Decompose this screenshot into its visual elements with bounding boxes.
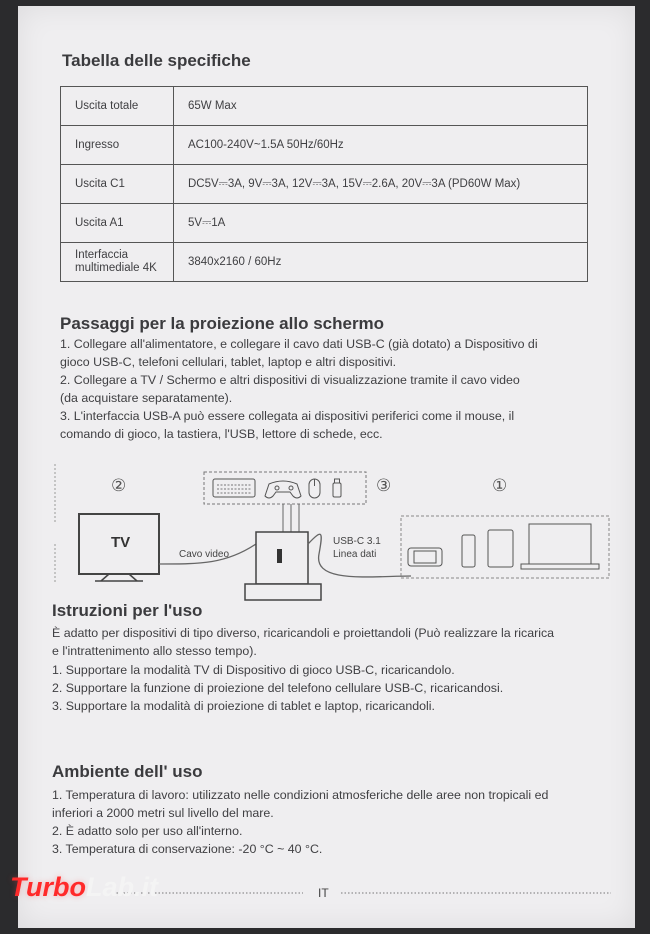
table-row [61, 126, 588, 165]
keyboard-icon [213, 479, 255, 497]
table-row [61, 243, 588, 282]
tv-label: TV [111, 534, 131, 551]
spec-value: AC100-240V~1.5A 50Hz/60Hz [174, 126, 588, 165]
spec-label: Uscita C1 [61, 165, 174, 204]
footer-lang: IT [318, 886, 329, 900]
table-row [61, 204, 588, 243]
spec-table [60, 86, 588, 282]
table-row [61, 165, 588, 204]
turbolab-watermark-logo: TurboLab.it [10, 872, 158, 902]
environment-line: 2. È adatto solo per uso all'interno. [52, 824, 243, 838]
game-console-icon [408, 548, 442, 566]
footer [113, 885, 613, 901]
projection-line: comando di gioco, la tastiera, l'USB, lettore di schede, ecc. [60, 427, 383, 441]
laptop-icon [521, 524, 599, 569]
environment-title: Ambiente dell' uso [52, 762, 203, 781]
usage-line: 2. Supportare la funzione di proiezione del telefono cellulare USB-C, ricaricandosi. [52, 681, 504, 695]
environment-line: 1. Temperatura di lavoro: utilizzato nelle condizioni atmosferiche delle aree non tropicali ed [52, 788, 549, 802]
projection-line: (da acquistare separatamente). [60, 391, 233, 405]
video-cable-label: Cavo video [179, 549, 230, 560]
gamepad-icon [265, 481, 301, 498]
projection-line: gioco USB-C, telefoni cellulari, tablet, laptop e altri dispositivi. [60, 355, 397, 369]
table-row [61, 87, 588, 126]
spec-label: Interfaccia multimediale 4K [61, 243, 174, 282]
spec-value: DC5V⎓3A, 9V⎓3A, 12V⎓3A, 15V⎓2.6A, 20V⎓3A (PD60W Max) [174, 165, 588, 204]
projection-title: Passaggi per la proiezione allo schermo [60, 314, 385, 333]
spec-value: 5V⎓1A [174, 204, 588, 243]
usbc-label: Linea dati [333, 549, 377, 560]
usage-line: È adatto per dispositivi di tipo diverso, ricaricandoli e proiettandoli (Può realizzare la ricarica [52, 626, 555, 640]
environment-line: inferiori a 2000 metri sul livello del mare. [52, 806, 274, 820]
peripherals-box [204, 472, 366, 504]
mouse-icon [309, 479, 320, 498]
hub-adapter-icon [245, 504, 321, 600]
usb-stick-icon [333, 479, 341, 497]
spec-label: Ingresso [61, 126, 174, 165]
spec-value: 3840x2160 / 60Hz [174, 243, 588, 282]
usage-title: Istruzioni per l'uso [52, 601, 203, 620]
projection-line: 2. Collegare a TV / Schermo e altri dispositivi di visualizzazione tramite il cavo video [60, 373, 520, 387]
usage-line: e l'intrattenimento allo stesso tempo). [52, 644, 257, 658]
projection-line: 1. Collegare all'alimentatore, e collegare il cavo dati USB-C (già dotato) a Dispositivo di [60, 337, 538, 351]
usage-line: 1. Supportare la modalità TV di Dispositivo di gioco USB-C, ricaricandolo. [52, 663, 455, 677]
connection-diagram [51, 464, 631, 604]
spec-label: Uscita A1 [61, 204, 174, 243]
environment-line: 3. Temperatura di conservazione: -20 °C ~ 40 °C. [52, 842, 323, 856]
spec-title: Tabella delle specifiche [62, 51, 251, 70]
num-peripherals: ③ [376, 476, 392, 495]
projection-line: 3. L'interfaccia USB-A può essere collegata ai dispositivi periferici come il mouse, il [60, 409, 515, 423]
phone-icon [462, 535, 475, 567]
spec-value: 65W Max [174, 87, 588, 126]
usbc-label: USB-C 3.1 [333, 536, 381, 547]
spec-label: Uscita totale [61, 87, 174, 126]
manual-page [18, 6, 635, 928]
usage-line: 3. Supportare la modalità di proiezione di tablet e laptop, ricaricandoli. [52, 699, 435, 713]
num-devices: ① [492, 476, 508, 495]
num-tv: ② [111, 476, 127, 495]
tablet-icon [488, 530, 513, 567]
